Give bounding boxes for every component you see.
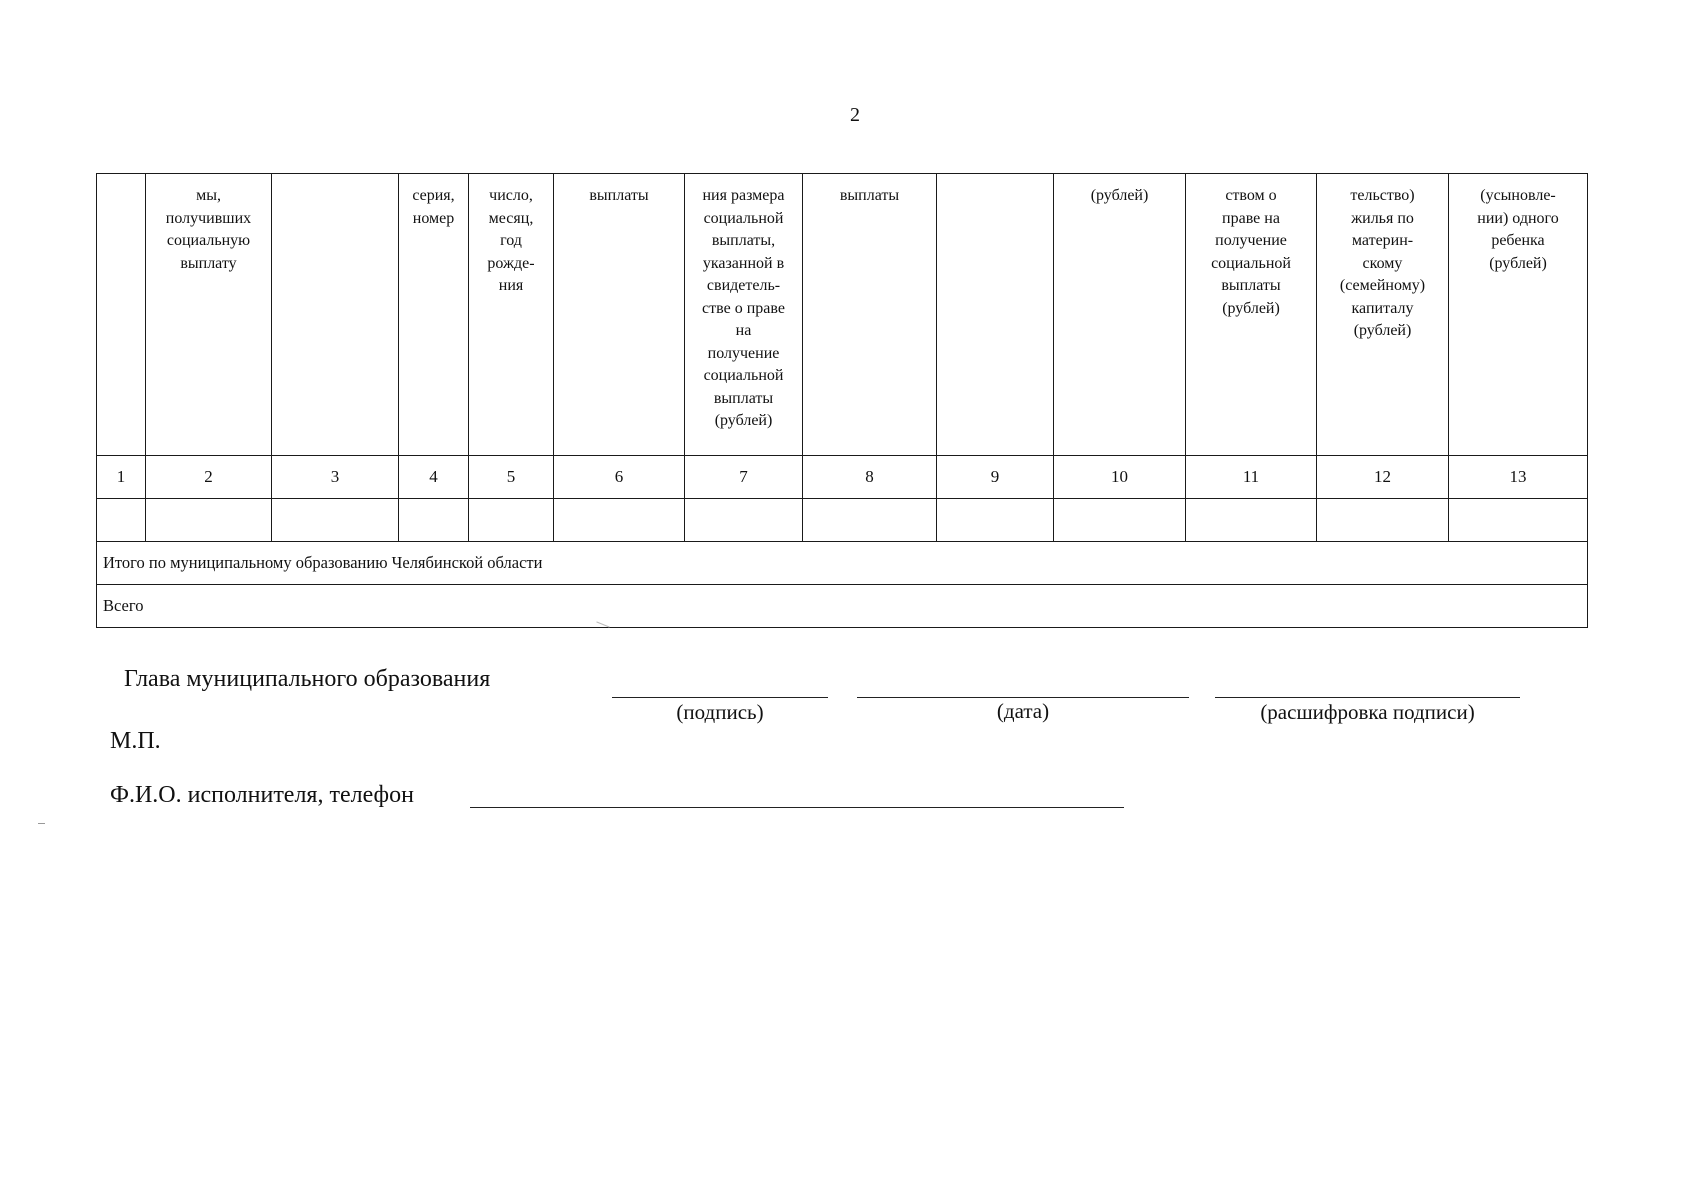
header-cell-8: выплаты (803, 174, 937, 456)
header-cell-10: (рублей) (1054, 174, 1186, 456)
header-cell-2: мы, получивших социальную выплату (146, 174, 272, 456)
column-number: 7 (685, 456, 803, 499)
total-municipal-label: Итого по муниципальному образованию Челябинской области (97, 542, 1588, 585)
header-cell-13: (усыновле- нии) одного ребенка (рублей) (1449, 174, 1588, 456)
report-table (96, 173, 1588, 628)
stamp-label: М.П. (110, 728, 161, 754)
empty-cell[interactable] (685, 499, 803, 542)
empty-cell[interactable] (469, 499, 554, 542)
column-number: 10 (1054, 456, 1186, 499)
signature-caption: (подпись) (676, 700, 764, 724)
empty-cell[interactable] (937, 499, 1054, 542)
header-cell-1 (97, 174, 146, 456)
column-number: 3 (272, 456, 399, 499)
grand-total-row (97, 585, 1588, 628)
header-cell-6: выплаты (554, 174, 685, 456)
column-number-row (97, 456, 1588, 499)
date-caption: (дата) (996, 699, 1050, 723)
executor-line[interactable] (470, 807, 1124, 808)
header-cell-3 (272, 174, 399, 456)
empty-cell[interactable] (399, 499, 469, 542)
executor-label: Ф.И.О. исполнителя, телефон (110, 782, 414, 808)
column-number: 12 (1317, 456, 1449, 499)
total-municipal-row (97, 542, 1588, 585)
empty-cell[interactable] (146, 499, 272, 542)
table-header-row (97, 174, 1588, 456)
empty-cell[interactable] (97, 499, 146, 542)
signature-line[interactable] (612, 697, 828, 698)
column-number: 1 (97, 456, 146, 499)
head-of-municipality-label: Глава муниципального образования (124, 666, 491, 692)
grand-total-label: Всего (97, 585, 1588, 628)
header-cell-12: тельство) жилья по материн- скому (семейному) капиталу (рублей) (1317, 174, 1449, 456)
signature-decoding-line[interactable] (1215, 697, 1520, 698)
empty-data-row (97, 499, 1588, 542)
column-number: 13 (1449, 456, 1588, 499)
signature-decoding-caption: (расшифровка подписи) (1260, 700, 1475, 724)
empty-cell[interactable] (1449, 499, 1588, 542)
column-number: 5 (469, 456, 554, 499)
header-cell-5: число, месяц, год рожде- ния (469, 174, 554, 456)
header-cell-9 (937, 174, 1054, 456)
date-line[interactable] (857, 697, 1189, 698)
page-number: 2 (850, 104, 860, 126)
column-number: 4 (399, 456, 469, 499)
column-number: 6 (554, 456, 685, 499)
empty-cell[interactable] (1054, 499, 1186, 542)
column-number: 8 (803, 456, 937, 499)
column-number: 2 (146, 456, 272, 499)
column-number: 9 (937, 456, 1054, 499)
empty-cell[interactable] (272, 499, 399, 542)
empty-cell[interactable] (803, 499, 937, 542)
scan-mark (38, 823, 45, 824)
header-cell-7: ния размера социальной выплаты, указанной в свидетель- стве о праве на получение социальной выплаты (рублей) (685, 174, 803, 456)
header-cell-11: ством о праве на получение социальной выплаты (рублей) (1186, 174, 1317, 456)
column-number: 11 (1186, 456, 1317, 499)
empty-cell[interactable] (554, 499, 685, 542)
empty-cell[interactable] (1186, 499, 1317, 542)
header-cell-4: серия, номер (399, 174, 469, 456)
empty-cell[interactable] (1317, 499, 1449, 542)
